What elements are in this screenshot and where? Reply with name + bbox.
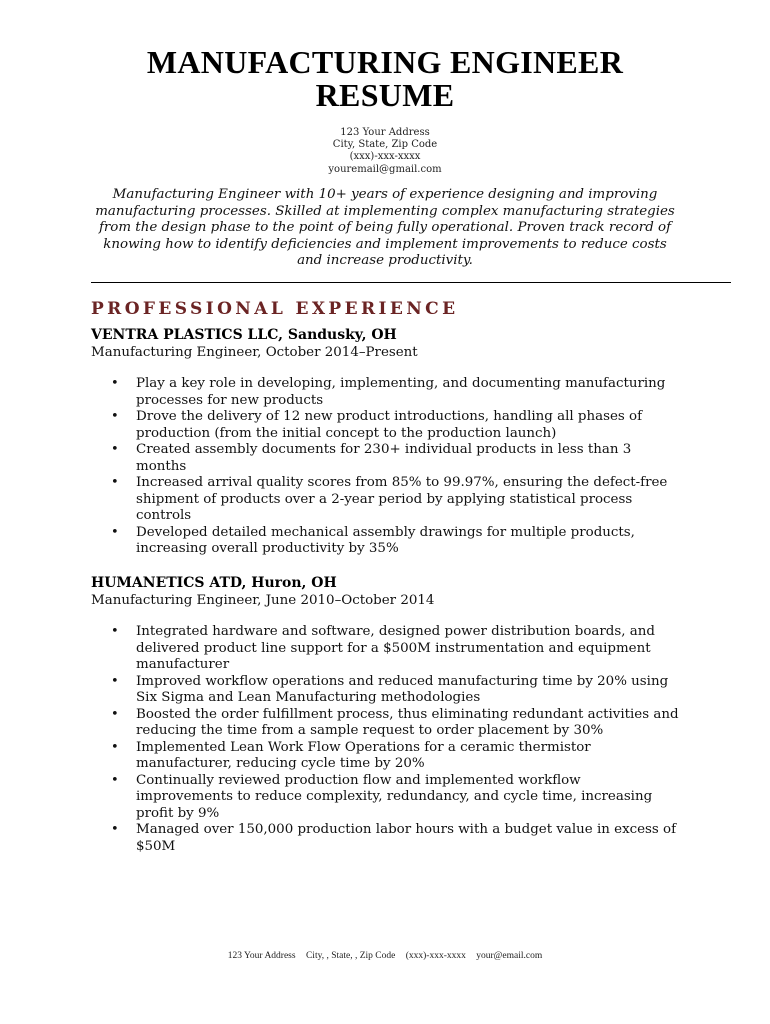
footer-phone: (xxx)-xxx-xxxx	[405, 951, 466, 961]
job-bullet-text: Integrated hardware and software, designed power distribution boards, and delivered product line support for a $500M instrumentation and equipment manufacturer	[136, 624, 655, 672]
job-bullet	[91, 773, 681, 823]
job-bullet-text: Play a key role in developing, implementing, and documenting manufacturing processes for new products	[136, 376, 666, 408]
contact-block	[0, 127, 770, 176]
job-bullet-text: Managed over 150,000 production labor hours with a budget value in excess of $50M	[136, 822, 677, 854]
job-bullet	[91, 624, 681, 674]
contact-address: 123 Your Address	[340, 127, 430, 138]
job-bullet-text: Drove the delivery of 12 new product introductions, handling all phases of production (from the initial concept to the production launch)	[136, 409, 643, 441]
bullet-icon: •	[111, 524, 119, 540]
job-role: Manufacturing Engineer, June 2010–October 2014	[91, 593, 435, 608]
bullet-icon: •	[111, 409, 119, 424]
job-bullet	[91, 525, 681, 558]
footer-email: your@email.com	[476, 951, 543, 961]
job-company: HUMANETICS ATD, Huron, OH	[91, 575, 337, 591]
job-bullet	[91, 707, 681, 740]
job-bullet	[91, 674, 681, 707]
footer-address: 123 Your Address	[227, 951, 296, 961]
job-bullet	[91, 475, 681, 525]
bullet-icon: •	[111, 739, 119, 755]
resume-title	[0, 46, 770, 112]
contact-city-state-zip: City, State, Zip Code	[332, 139, 438, 151]
job-bullet	[91, 740, 681, 773]
job-bullet-text: Continually reviewed production flow and implemented workflow improvements to reduce complexity, redundancy, and cycle time, increasing profit by 9%	[136, 772, 653, 821]
bullet-icon: •	[111, 624, 119, 639]
job-bullet-text: Improved workflow operations and reduced manufacturing time by 20% using Six Sigma and Lean Manufacturing methodologies	[136, 673, 669, 705]
page-footer	[0, 951, 770, 961]
footer-city-state-zip: City, , State, , Zip Code	[305, 951, 396, 961]
job-bullet-text: Created assembly documents for 230+ individual products in less than 3 months	[136, 442, 632, 474]
job-entry	[91, 575, 691, 855]
professional-summary: Manufacturing Engineer with 10+ years of experience designing and improving manufacturing processes. Skilled at implementing complex manufacturing strategies from the design phase to the point of being fully operational. Proven track record of knowing how to identify deficiencies and implement improvements to reduce costs and increase productivity.	[95, 187, 675, 268]
job-bullet	[91, 442, 681, 475]
job-bullet	[91, 822, 681, 855]
job-bullet-list	[91, 376, 691, 558]
section-heading-experience: PROFESSIONAL EXPERIENCE	[91, 299, 459, 319]
job-bullet	[91, 376, 681, 409]
bullet-icon: •	[111, 822, 119, 837]
contact-phone: (xxx)-xxx-xxxx	[349, 151, 421, 163]
bullet-icon: •	[111, 706, 119, 722]
contact-email: youremail@gmail.com	[328, 163, 442, 175]
bullet-icon: •	[111, 475, 119, 490]
title-line-1: MANUFACTURING ENGINEER	[146, 44, 624, 80]
job-company: VENTRA PLASTICS LLC, Sandusky, OH	[91, 327, 397, 343]
bullet-icon: •	[111, 376, 119, 391]
job-bullet-text: Increased arrival quality scores from 85% to 99.97%, ensuring the defect-free shipment of products over a 2-year period by applying statistical process controls	[136, 475, 668, 523]
bullet-icon: •	[111, 673, 119, 689]
header-divider	[91, 282, 731, 283]
job-entry	[91, 327, 691, 558]
job-bullet-list	[91, 624, 691, 855]
job-role: Manufacturing Engineer, October 2014–Present	[91, 345, 418, 360]
job-bullet-text: Developed detailed mechanical assembly drawings for multiple products, increasing overall productivity by 35%	[136, 524, 635, 556]
bullet-icon: •	[111, 772, 119, 788]
job-bullet-text: Boosted the order fulfillment process, thus eliminating redundant activities and reducing the time from a sample request to order placement by 30%	[136, 706, 679, 738]
bullet-icon: •	[111, 442, 119, 457]
title-line-2: RESUME	[315, 77, 455, 113]
job-bullet-text: Implemented Lean Work Flow Operations for a ceramic thermistor manufacturer, reducing cycle time by 20%	[136, 739, 591, 771]
job-bullet	[91, 409, 681, 442]
